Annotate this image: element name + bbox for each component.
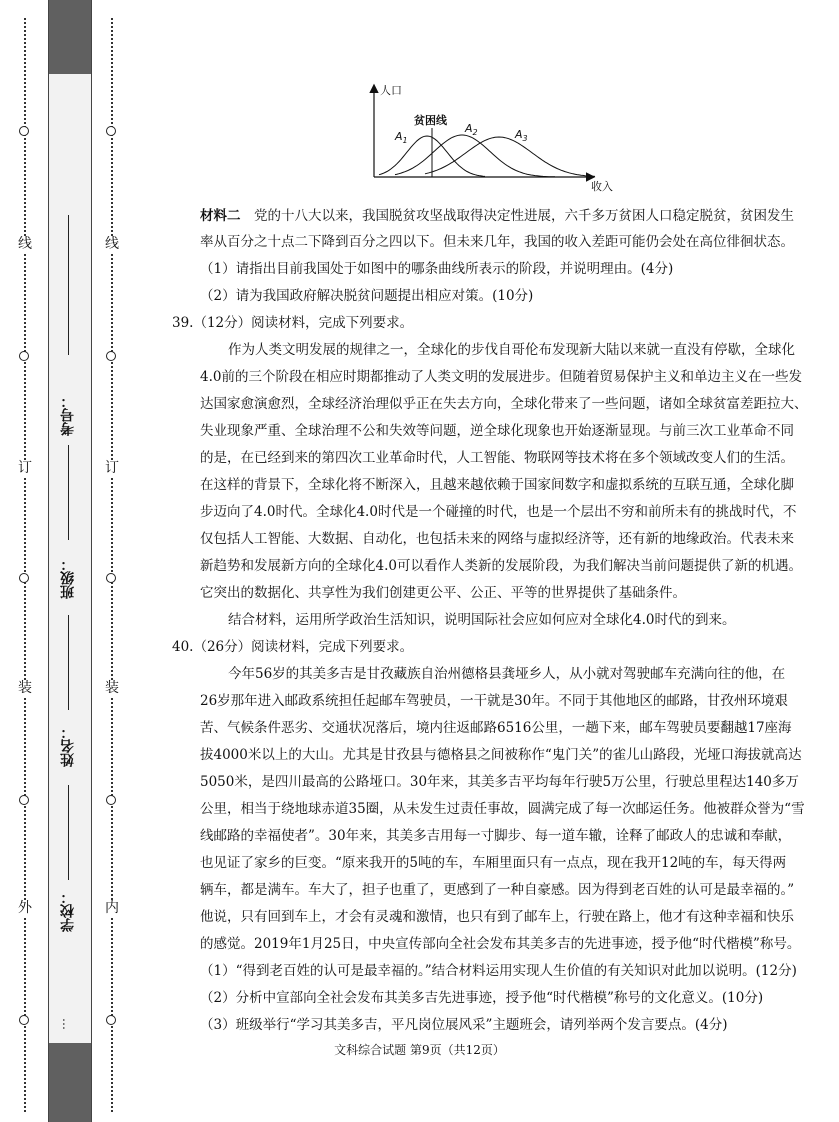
binding-char: 装 bbox=[18, 680, 32, 696]
question38-sub1: （1）请指出目前我国处于如图中的哪条曲线所表示的阶段，并说明理由。(4分) bbox=[200, 261, 674, 277]
class-field[interactable] bbox=[68, 445, 69, 540]
binding-hole bbox=[19, 126, 29, 136]
material2-line-2: 率从百分之十点二下降到百分之四以下。但未来几年，我国的收入差距可能仍会处在高位徘徊状态。 bbox=[200, 234, 794, 250]
school-field[interactable] bbox=[68, 785, 69, 880]
material2-label: 材料二 bbox=[200, 208, 241, 224]
binding-hole bbox=[106, 795, 116, 805]
curve-a2 bbox=[395, 135, 555, 177]
inner-cut-line bbox=[111, 18, 113, 1112]
q40-text-line: 线邮路的幸福使者”。30年来，其美多吉用每一寸脚步、每一道车辙，诠释了邮政人的忠诚和奉献， bbox=[200, 828, 792, 844]
binding-hole bbox=[106, 573, 116, 583]
q39-text-line: 达国家愈演愈烈，全球经济治理似乎正在失去方向，全球化带来了一些问题，诸如全球贫富差距拉大、 bbox=[200, 396, 808, 412]
poverty-line-label: 贫困线 bbox=[414, 114, 447, 127]
income-distribution-chart bbox=[355, 80, 615, 195]
q39-text-line: 作为人类文明发展的规律之一，全球化的步伐自哥伦布发现新大陆以来就一直没有停歇，全球化 bbox=[228, 342, 795, 358]
strip-top-band bbox=[49, 0, 91, 74]
binding-char: 线 bbox=[105, 236, 119, 252]
question38-sub2: （2）请为我国政府解决脱贫问题提出相应对策。(10分) bbox=[200, 288, 534, 304]
q39-text-line: 它突出的数据化、共享性为我们创建更公平、公正、平等的世界提供了基础条件。 bbox=[200, 585, 686, 601]
binding-hole bbox=[106, 126, 116, 136]
q39-text-line: 4.0前的三个阶段在相应时期都推动了人类文明的发展进步。但随着贸易保护主义和单边主义在一些发 bbox=[200, 369, 802, 385]
q40-text-line: 他说，只有回到车上，才会有灵魂和激情，也只有到了邮车上，行驶在路上，他才有这种幸福和快乐 bbox=[200, 909, 794, 925]
binding-char: 装 bbox=[105, 680, 119, 696]
exam-number-field[interactable] bbox=[68, 215, 69, 355]
binding-hole bbox=[106, 351, 116, 361]
q39-text-line: 新趋势和发展新方向的全球化4.0可以看作人类新的发展阶段，为我们解决当前问题提供了新的机遇。 bbox=[200, 558, 802, 574]
page-footer: 文科综合试题 第9页（共12页） bbox=[334, 1043, 505, 1057]
material2-line-1: 材料二 党的十八大以来，我国脱贫攻坚战取得决定性进展，六千多万贫困人口稳定脱贫，贫困发生 bbox=[200, 208, 794, 224]
curve-a2-label: $A_2$ bbox=[465, 122, 478, 137]
question40-sub3: （3）班级举行“学习其美多吉，平凡岗位展风采”主题班会，请列举两个发言要点。(4分) bbox=[200, 1017, 728, 1033]
y-axis-label: 人口 bbox=[380, 84, 402, 97]
binding-hole bbox=[19, 795, 29, 805]
q40-text-line: 也见证了家乡的巨变。“原来我开的5吨的车，车厢里面只有一点点，现在我开12吨的车，每天得两 bbox=[200, 855, 787, 871]
question40-sub2: （2）分析中宣部向全社会发布其美多吉先进事迹，授予他“时代楷模”称号的文化意义。(10分) bbox=[200, 990, 764, 1006]
strip-dots: … bbox=[60, 1018, 74, 1030]
curve-a1-label: $A_1$ bbox=[395, 130, 408, 145]
binding-margin bbox=[0, 0, 140, 1122]
binding-char: 订 bbox=[105, 460, 119, 476]
binding-hole bbox=[19, 1015, 29, 1025]
binding-char: 线 bbox=[18, 236, 32, 252]
q40-text-line: 苦、气候条件恶劣、交通状况落后，境内往返邮路6516公里，一趟下来，邮车驾驶员要翻越17座海 bbox=[200, 720, 792, 736]
binding-hole bbox=[19, 351, 29, 361]
q40-text-line: 5050米，是四川最高的公路垭口。30年来，其美多吉平均每年行驶5万公里，行驶总里程达140多万 bbox=[200, 774, 799, 790]
binding-hole bbox=[106, 1015, 116, 1025]
q39-text-line: 步迈向了4.0时代。全球化4.0时代是一个碰撞的时代，也是一个层出不穷和前所未有的挑战时代，不 bbox=[200, 504, 797, 520]
binding-hole bbox=[19, 573, 29, 583]
q40-text-line: 公里，相当于绕地球赤道35圈，从未发生过责任事故，圆满完成了每一次邮运任务。他被群众誉为“雪 bbox=[200, 801, 805, 817]
name-label: 姓名： bbox=[60, 725, 76, 767]
school-label: 学校： bbox=[60, 890, 76, 932]
curve-a3-label: $A_3$ bbox=[515, 128, 528, 143]
q40-text-line: 26岁那年进入邮政系统担任起邮车驾驶员，一干就是30年。不同于其他地区的邮路，甘孜州环境艰 bbox=[200, 693, 788, 709]
q40-text-line: 今年56岁的其美多吉是甘孜藏族自治州德格县龚垭乡人，从小就对驾驶邮车充满向往的他，在 bbox=[228, 666, 786, 682]
question40-head: 40.（26分）阅读材料，完成下列要求。 bbox=[172, 639, 414, 655]
exam-number-label: 考号： bbox=[60, 394, 76, 436]
q39-text-line: 的是，在已经到来的第四次工业革命时代，人工智能、物联网等技术将在多个领域改变人们的生活。 bbox=[200, 450, 794, 466]
q39-text-line: 仅包括人工智能、大数据、自动化，也包括未来的网络与虚拟经济等，还有新的地缘政治。代表未来 bbox=[200, 531, 794, 547]
question39-head: 39.（12分）阅读材料，完成下列要求。 bbox=[172, 315, 414, 331]
question40-sub1: （1）“得到老百姓的认可是最幸福的。”结合材料运用实现人生价值的有关知识对此加以说明。(12分) bbox=[200, 963, 797, 979]
name-field[interactable] bbox=[68, 615, 69, 710]
binding-char: 外 bbox=[18, 900, 32, 916]
outer-cut-line bbox=[24, 18, 26, 1112]
binding-char: 订 bbox=[18, 460, 32, 476]
q39-task: 结合材料，运用所学政治生活知识，说明国际社会应如何应对全球化4.0时代的到来。 bbox=[228, 612, 736, 628]
x-axis-label: 收入 bbox=[591, 180, 613, 193]
binding-char: 内 bbox=[105, 900, 119, 916]
class-label: 班级： bbox=[60, 557, 76, 599]
q40-text-line: 辆车，都是满车。车大了，担子也重了，更感到了一种自豪感。因为得到老百姓的认可是最幸福的。” bbox=[200, 882, 795, 898]
q39-text-line: 在这样的背景下，全球化将不断深入，且越来越依赖于国家间数字和虚拟系统的互联互通，全球化脚 bbox=[200, 477, 794, 493]
q39-text-line: 失业现象严重、全球治理不公和失效等问题，逆全球化现象也开始逐渐显现。与前三次工业革命不同 bbox=[200, 423, 794, 439]
q40-text-line: 拔4000米以上的大山。尤其是甘孜县与德格县之间被称作“鬼门关”的雀儿山路段，光垭口海拔就高达 bbox=[200, 747, 802, 763]
q40-text-line: 的感觉。2019年1月25日，中央宣传部向全社会发布其美多吉的先进事迹，授予他“时代楷模”称号。 bbox=[200, 936, 801, 952]
